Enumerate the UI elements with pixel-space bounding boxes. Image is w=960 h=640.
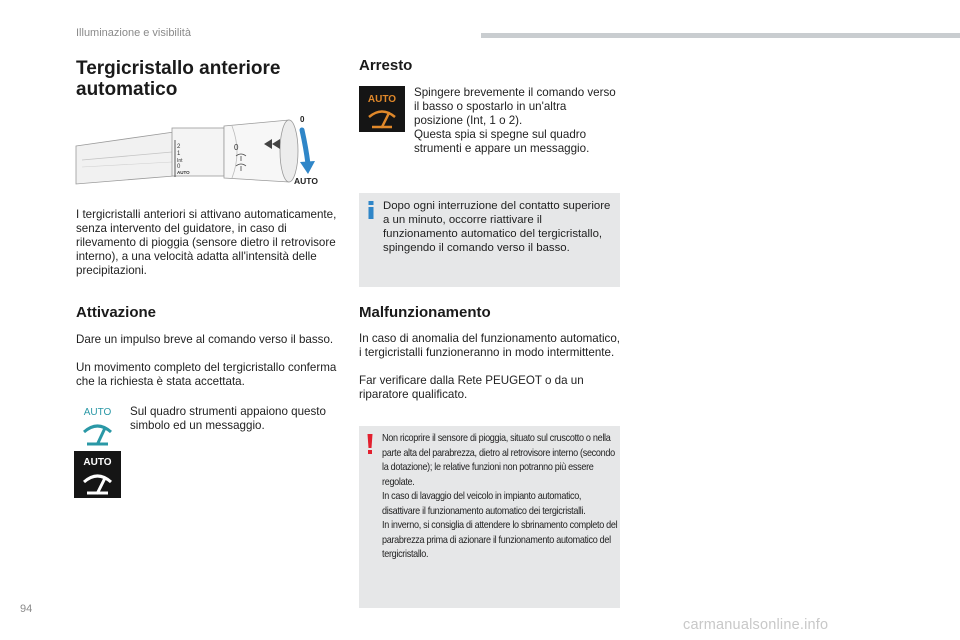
warning-paragraph: Non ricoprire il sensore di pioggia, situato sul cruscotto o nella parte alta del parabrezza, dietro al retrovisore interno (secondo la dotazione); le relative funzioni non potranno più essere regolate. xyxy=(382,433,615,488)
stop-text-1: Spingere brevemente il comando verso il basso o spostarlo in un'altra posizione (Int, 1 o 2). xyxy=(414,86,616,127)
warning-note-text xyxy=(382,432,618,563)
stop-heading: Arresto xyxy=(359,57,413,74)
warning-paragraph: In inverno, si consiglia di attendere lo sbrinamento completo del parabrezza prima di azionare il funzionamento automatico del tergicristallo. xyxy=(382,520,618,560)
intro-paragraph: I tergicristalli anteriori si attivano automaticamente, senza intervento del guidatore, in caso di rilevamento di pioggia (sensore dietro il retrovisore interno), a una velocità adatta all'intensità delle precipitazioni. xyxy=(76,208,337,277)
position-zero-label: 0 xyxy=(300,115,305,124)
push-down-arrow-icon xyxy=(300,130,315,174)
section-title: Illuminazione e visibilità xyxy=(76,27,191,39)
info-icon xyxy=(367,201,375,219)
warning-icon xyxy=(366,434,374,454)
auto-wiper-dark-icon xyxy=(74,451,121,498)
activation-text-1: Dare un impulso breve al comando verso il basso. xyxy=(76,333,334,346)
watermark: carmanualsonline.info xyxy=(683,617,829,633)
malfunction-text-2: Far verificare dalla Rete PEUGEOT o da un riparatore qualificato. xyxy=(359,374,584,401)
svg-text:Int: Int xyxy=(177,158,183,164)
page-title: Tergicristallo anteriore automatico xyxy=(76,58,281,100)
stop-text-2: Questa spia si spegne sul quadro strumenti e appare un messaggio. xyxy=(414,128,590,155)
malfunction-text-1: In caso di anomalia del funzionamento automatico, i tergicristalli funzioneranno in modo intermittente. xyxy=(359,332,621,359)
svg-text:2: 2 xyxy=(177,144,181,150)
info-note-text: Dopo ogni interruzione del contatto superiore a un minuto, occorre riattivare il funzionamento automatico del tergicristallo, spingendo il comando verso il basso. xyxy=(383,200,611,254)
activation-heading: Attivazione xyxy=(76,304,157,321)
header-rule xyxy=(481,33,960,38)
malfunction-heading: Malfunzionamento xyxy=(359,304,491,321)
page-number: 94 xyxy=(20,603,33,615)
wiper-stalk-illustration xyxy=(74,112,334,192)
auto-wiper-amber-icon xyxy=(359,86,405,132)
auto-position-label: AUTO xyxy=(294,176,318,186)
auto-label-amber: AUTO xyxy=(367,94,397,105)
svg-text:1: 1 xyxy=(177,151,181,157)
activation-symbol-text: Sul quadro strumenti appaiono questo simbolo ed un messaggio. xyxy=(130,405,326,432)
svg-text:0: 0 xyxy=(234,143,239,152)
auto-label-light: AUTO xyxy=(83,407,112,418)
auto-label-dark: AUTO xyxy=(83,457,112,468)
svg-text:0: 0 xyxy=(177,164,181,170)
activation-text-2: Un movimento completo del tergicristallo conferma che la richiesta è stata accettata. xyxy=(76,361,337,388)
warning-paragraph: In caso di lavaggio del veicolo in impianto automatico, disattivare il funzionamento automatico dei tergicristalli. xyxy=(382,491,586,517)
auto-wiper-light-icon xyxy=(74,404,121,448)
svg-text:AUTO: AUTO xyxy=(177,170,190,175)
